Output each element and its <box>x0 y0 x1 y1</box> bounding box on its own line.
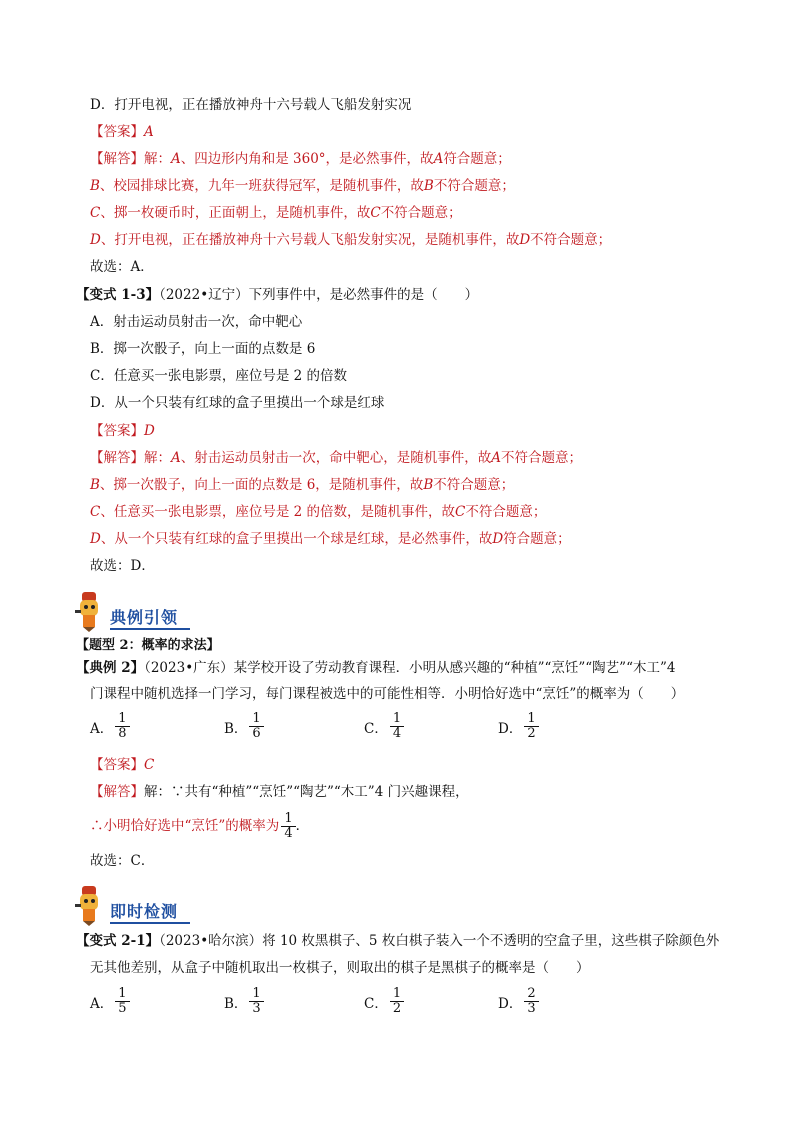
solution-line-d <box>90 230 611 250</box>
answer-line <box>90 755 154 775</box>
solution-text: ∴小明恰好选中“烹饪”的概率为 <box>90 818 280 834</box>
solution-prefix: 解： <box>144 151 171 167</box>
solution-text: 、掷一枚硬币时，正面朝上，是随机事件，故 <box>100 205 371 221</box>
question-text: 将 10 枚黑棋子、5 枚白棋子装入一个不透明的空盒子里，这些棋子除颜色外 <box>262 933 720 949</box>
question-text: 某学校开设了劳动教育课程．小明从感兴趣的“种植”“烹饪”“陶艺”“木工”4 <box>233 660 676 676</box>
solution-text: 、四边形内角和是 360°，是必然事件，故 <box>180 151 434 167</box>
fraction <box>115 712 129 741</box>
letter: D <box>519 232 531 248</box>
pencil-mascot-icon <box>72 588 108 632</box>
option-a: A．射击运动员射击一次，命中靶心 <box>90 314 303 330</box>
pencil-mascot-icon <box>72 882 108 926</box>
option-letter: C． <box>364 995 388 1012</box>
question-stem-line1 <box>76 931 719 951</box>
numerator: 1 <box>390 987 404 1002</box>
fraction <box>390 712 404 741</box>
denominator: 2 <box>392 1001 402 1016</box>
letter: B <box>90 477 100 493</box>
option-c: C．任意买一张电影票，座位号是 2 的倍数 <box>90 368 348 384</box>
letter: B <box>90 178 100 194</box>
solution-label: 【解答】 <box>90 151 144 167</box>
option-letter: D． <box>498 995 523 1012</box>
numerator: 2 <box>524 987 538 1002</box>
solution-text: 、从一个只装有红球的盒子里摸出一个球是红球，是必然事件，故 <box>100 531 493 547</box>
solution-end: 不符合题意； <box>465 504 547 520</box>
option-letter: D． <box>498 720 523 737</box>
option-b <box>224 712 264 741</box>
question-source: （2023•哈尔滨） <box>159 933 263 949</box>
answer-value: D <box>144 423 155 439</box>
letter: C <box>90 205 101 221</box>
letter: A <box>171 450 181 466</box>
denominator: 3 <box>527 1001 536 1016</box>
option-letter: B． <box>224 995 248 1012</box>
option-d: D．打开电视，正在播放神舟十六号载人飞船发射实况 <box>90 97 412 113</box>
numerator: 1 <box>115 987 129 1002</box>
fraction <box>249 987 263 1016</box>
answer-value: A <box>144 124 154 140</box>
denominator: 3 <box>252 1001 261 1016</box>
question-label: 【变式 1-3】 <box>76 287 160 303</box>
solution-text: 、校园排球比赛，九年一班获得冠军，是随机事件，故 <box>99 178 424 194</box>
fraction <box>524 987 538 1016</box>
solution-line-c <box>90 203 462 223</box>
solution-line-b <box>90 176 515 196</box>
answer-line <box>90 122 154 142</box>
letter: A <box>171 151 181 167</box>
answer-label: 【答案】 <box>90 124 144 140</box>
solution-line-d <box>90 529 571 549</box>
solution-end: 不符合题意； <box>433 477 515 493</box>
option-letter: A． <box>90 995 114 1012</box>
question-stem-line1 <box>76 658 675 678</box>
denominator: 4 <box>284 826 293 841</box>
letter: A <box>491 450 501 466</box>
letter: C <box>90 504 101 520</box>
letter: D <box>492 531 504 547</box>
question-text: 下列事件中，是必然事件的是（ ） <box>248 287 479 303</box>
solution-text: 解：∵共有“种植”“烹饪”“陶艺”“木工”4 门兴趣课程， <box>144 784 469 800</box>
choose-line: 故选：A． <box>90 259 154 275</box>
choose-line: 故选：D． <box>90 558 155 574</box>
solution-end: 符合题意； <box>443 151 511 167</box>
solution-label: 【解答】 <box>90 450 144 466</box>
letter: B <box>423 178 434 194</box>
letter: D <box>90 531 101 547</box>
solution-end: 不符合题意； <box>433 178 515 194</box>
answer-line <box>90 421 155 441</box>
option-a <box>90 712 130 741</box>
solution-end: 不符合题意； <box>380 205 462 221</box>
fraction <box>115 987 129 1016</box>
question-label: 【典例 2】 <box>76 660 145 676</box>
letter: C <box>455 504 466 520</box>
solution-end: 不符合题意； <box>501 450 582 466</box>
fraction <box>281 812 295 841</box>
question-stem-line2: 无其他差别，从盒子中随机取出一枚棋子，则取出的棋子是黑棋子的概率是（ ） <box>90 960 590 976</box>
option-letter: A． <box>90 720 114 737</box>
solution-line-b <box>90 475 514 495</box>
option-a <box>90 987 130 1016</box>
numerator: 1 <box>249 712 263 727</box>
section-banner <box>72 882 272 926</box>
option-b <box>224 987 264 1016</box>
numerator: 1 <box>115 712 129 727</box>
numerator: 1 <box>390 712 404 727</box>
option-c <box>364 712 404 741</box>
banner-title: 典例引领 <box>110 605 190 630</box>
option-c <box>364 987 404 1016</box>
solution-prefix: 解： <box>144 450 171 466</box>
solution-text: 、掷一次骰子，向上一面的点数是 6，是随机事件，故 <box>99 477 424 493</box>
option-letter: C． <box>364 720 388 737</box>
fraction <box>249 712 263 741</box>
denominator: 4 <box>392 726 402 741</box>
section-banner <box>72 588 272 632</box>
option-d <box>498 712 539 741</box>
question-source: （2023•广东） <box>144 660 234 676</box>
choose-line: 故选：C． <box>90 853 155 869</box>
denominator: 6 <box>252 726 261 741</box>
solution-text: 、任意买一张电影票，座位号是 2 的倍数，是随机事件，故 <box>100 504 456 520</box>
denominator: 2 <box>527 726 536 741</box>
question-stem <box>76 285 478 305</box>
letter: C <box>370 205 381 221</box>
option-b: B．掷一次骰子，向上一面的点数是 6 <box>90 341 316 357</box>
fraction <box>524 712 538 741</box>
denominator: 8 <box>118 726 127 741</box>
answer-label: 【答案】 <box>90 423 144 439</box>
solution-line-1 <box>90 782 469 802</box>
option-d <box>498 987 539 1016</box>
denominator: 5 <box>118 1001 127 1016</box>
solution-text: 、打开电视，正在播放神舟十六号载人飞船发射实况，是随机事件，故 <box>100 232 520 248</box>
letter: A <box>433 151 444 167</box>
letter: B <box>423 477 434 493</box>
question-source: （2022•辽宁） <box>159 287 249 303</box>
numerator: 1 <box>281 812 295 827</box>
fraction <box>390 987 404 1016</box>
option-letter: B． <box>224 720 248 737</box>
option-d: D．从一个只装有红球的盒子里摸出一个球是红球 <box>90 395 385 411</box>
numerator: 1 <box>524 712 538 727</box>
answer-value: C <box>144 757 155 773</box>
solution-line-a <box>90 448 582 468</box>
question-stem-line2: 门课程中随机选择一门学习，每门课程被选中的可能性相等．小明恰好选中“烹饪”的概率为（ ） <box>90 686 685 702</box>
solution-line-c <box>90 502 546 522</box>
solution-end: ． <box>295 818 310 834</box>
numerator: 1 <box>249 987 263 1002</box>
solution-text: 、射击运动员射击一次，命中靶心，是随机事件，故 <box>180 450 492 466</box>
solution-end: 符合题意； <box>503 531 571 547</box>
letter: D <box>90 232 101 248</box>
solution-end: 不符合题意； <box>530 232 612 248</box>
answer-label: 【答案】 <box>90 757 144 773</box>
question-label: 【变式 2-1】 <box>76 933 160 949</box>
banner-title: 即时检测 <box>110 899 190 924</box>
question-type-label: 【题型 2：概率的求法】 <box>76 638 220 653</box>
solution-label: 【解答】 <box>90 784 144 800</box>
solution-line-2 <box>90 812 309 841</box>
solution-line-a <box>90 149 511 169</box>
